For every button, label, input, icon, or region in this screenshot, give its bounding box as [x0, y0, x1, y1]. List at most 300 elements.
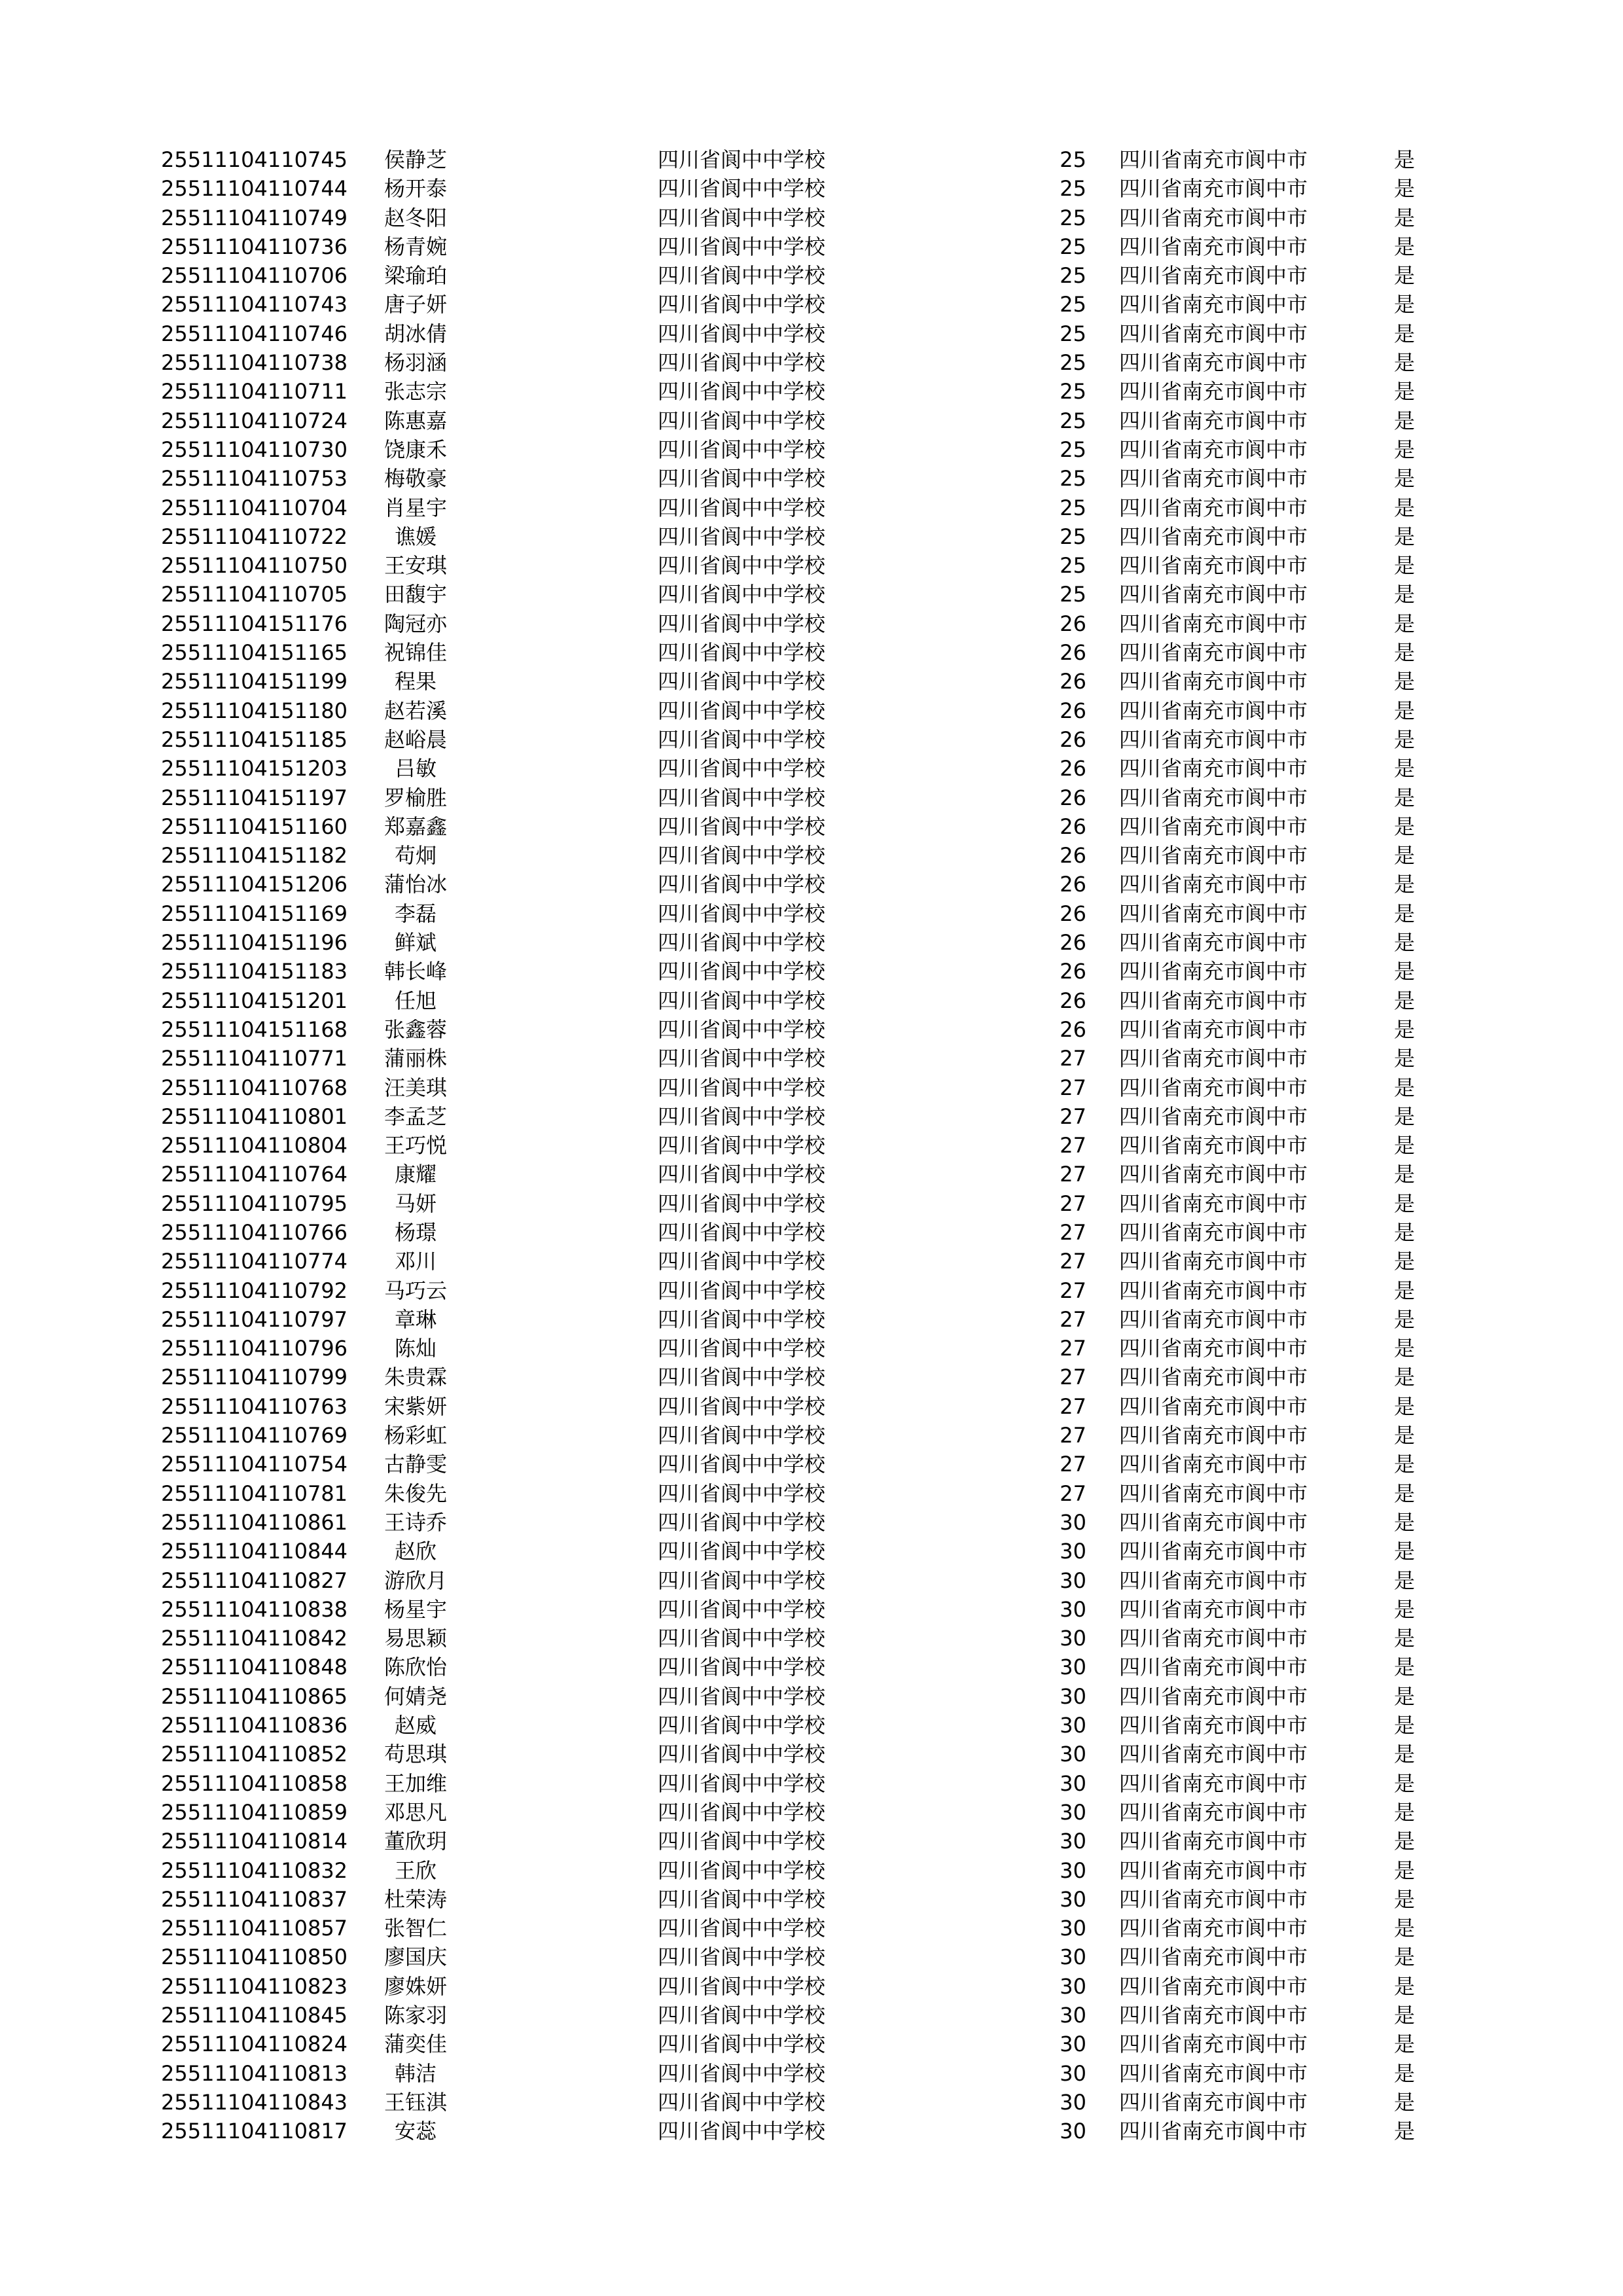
- school-cell: 四川省阆中中学校: [658, 901, 826, 926]
- number-cell: 25: [1060, 408, 1086, 433]
- student-name-cell: 杨璟: [394, 1219, 437, 1245]
- table-row: [0, 2117, 1623, 2145]
- record-id-cell: 25511104110745: [161, 147, 348, 172]
- number-cell: 27: [1060, 1133, 1086, 1158]
- school-cell: 四川省阆中中学校: [658, 1973, 826, 1999]
- region-cell: 四川省南充市阆中市: [1119, 1596, 1308, 1622]
- flag-cell: 是: [1394, 1655, 1416, 1680]
- number-cell: 25: [1060, 524, 1086, 549]
- region-cell: 四川省南充市阆中市: [1119, 1423, 1308, 1448]
- school-cell: 四川省阆中中学校: [658, 1509, 826, 1535]
- school-cell: 四川省阆中中学校: [658, 2032, 826, 2057]
- record-id-cell: 25511104151176: [161, 611, 348, 636]
- number-cell: 30: [1060, 1568, 1086, 1593]
- student-name-cell: 李孟芝: [383, 1103, 447, 1129]
- student-name-cell: 马妍: [394, 1191, 437, 1216]
- flag-cell: 是: [1394, 1829, 1416, 1854]
- student-name-cell: 王巧悦: [383, 1133, 447, 1158]
- flag-cell: 是: [1394, 1046, 1416, 1071]
- region-cell: 四川省南充市阆中市: [1119, 1191, 1308, 1216]
- record-id-cell: 25511104110824: [161, 2032, 348, 2057]
- student-name-cell: 杨彩虹: [383, 1423, 447, 1448]
- table-row: [0, 1276, 1623, 1305]
- region-cell: 四川省南充市阆中市: [1119, 1626, 1308, 1651]
- flag-cell: 是: [1394, 2119, 1416, 2144]
- school-cell: 四川省阆中中学校: [658, 553, 826, 579]
- flag-cell: 是: [1394, 2003, 1416, 2028]
- number-cell: 30: [1060, 1683, 1086, 1709]
- number-cell: 26: [1060, 901, 1086, 926]
- school-cell: 四川省阆中中学校: [658, 205, 826, 230]
- number-cell: 25: [1060, 495, 1086, 520]
- student-name-cell: 马巧云: [383, 1278, 447, 1303]
- student-name-cell: 饶康禾: [383, 437, 447, 462]
- record-id-cell: 25511104151169: [161, 901, 348, 926]
- number-cell: 30: [1060, 1829, 1086, 1854]
- student-name-cell: 陈灿: [394, 1336, 437, 1361]
- record-id-cell: 25511104110823: [161, 1973, 348, 1999]
- flag-cell: 是: [1394, 2032, 1416, 2057]
- record-id-cell: 25511104110861: [161, 1509, 348, 1535]
- number-cell: 30: [1060, 1916, 1086, 1941]
- region-cell: 四川省南充市阆中市: [1119, 1799, 1308, 1825]
- table-row: [0, 638, 1623, 667]
- record-id-cell: 25511104110843: [161, 2089, 348, 2115]
- table-row: [0, 1160, 1623, 1189]
- region-cell: 四川省南充市阆中市: [1119, 1075, 1308, 1100]
- region-cell: 四川省南充市阆中市: [1119, 495, 1308, 520]
- student-name-cell: 王诗乔: [383, 1509, 447, 1535]
- record-id-cell: 25511104110730: [161, 437, 348, 462]
- region-cell: 四川省南充市阆中市: [1119, 1249, 1308, 1274]
- number-cell: 30: [1060, 1886, 1086, 1912]
- school-cell: 四川省阆中中学校: [658, 726, 826, 752]
- region-cell: 四川省南充市阆中市: [1119, 350, 1308, 376]
- number-cell: 25: [1060, 292, 1086, 317]
- school-cell: 四川省阆中中学校: [658, 1278, 826, 1303]
- flag-cell: 是: [1394, 611, 1416, 636]
- region-cell: 四川省南充市阆中市: [1119, 1539, 1308, 1564]
- table-row: [0, 2001, 1623, 2030]
- school-cell: 四川省阆中中学校: [658, 234, 826, 259]
- student-name-cell: 赵欣: [394, 1539, 437, 1564]
- record-id-cell: 25511104110827: [161, 1568, 348, 1593]
- table-row: [0, 783, 1623, 812]
- student-name-cell: 董欣玥: [383, 1829, 447, 1854]
- table-row: [0, 1363, 1623, 1391]
- record-id-cell: 25511104151203: [161, 756, 348, 781]
- number-cell: 27: [1060, 1480, 1086, 1506]
- student-name-cell: 杨星宇: [383, 1596, 447, 1622]
- region-cell: 四川省南充市阆中市: [1119, 437, 1308, 462]
- school-cell: 四川省阆中中学校: [658, 1452, 826, 1477]
- table-row: [0, 493, 1623, 522]
- region-cell: 四川省南充市阆中市: [1119, 726, 1308, 752]
- number-cell: 26: [1060, 930, 1086, 956]
- school-cell: 四川省阆中中学校: [658, 582, 826, 607]
- table-row: [0, 1247, 1623, 1276]
- region-cell: 四川省南充市阆中市: [1119, 321, 1308, 346]
- flag-cell: 是: [1394, 814, 1416, 839]
- flag-cell: 是: [1394, 901, 1416, 926]
- region-cell: 四川省南充市阆中市: [1119, 292, 1308, 317]
- number-cell: 25: [1060, 147, 1086, 172]
- flag-cell: 是: [1394, 756, 1416, 781]
- school-cell: 四川省阆中中学校: [658, 466, 826, 492]
- record-id-cell: 25511104151165: [161, 640, 348, 666]
- school-cell: 四川省阆中中学校: [658, 437, 826, 462]
- student-name-cell: 张鑫蓉: [383, 1016, 447, 1042]
- student-name-cell: 张志宗: [383, 379, 447, 404]
- student-name-cell: 梅敬豪: [383, 466, 447, 492]
- student-name-cell: 蒲怡冰: [383, 872, 447, 897]
- region-cell: 四川省南充市阆中市: [1119, 669, 1308, 694]
- student-name-cell: 苟炯: [394, 843, 437, 869]
- region-cell: 四川省南充市阆中市: [1119, 1713, 1308, 1738]
- flag-cell: 是: [1394, 1423, 1416, 1448]
- school-cell: 四川省阆中中学校: [658, 1423, 826, 1448]
- table-row: [0, 348, 1623, 377]
- student-name-cell: 邓川: [394, 1249, 437, 1274]
- student-name-cell: 陈欣怡: [383, 1655, 447, 1680]
- region-cell: 四川省南充市阆中市: [1119, 1046, 1308, 1071]
- record-id-cell: 25511104110706: [161, 263, 348, 289]
- table-row: [0, 1537, 1623, 1566]
- flag-cell: 是: [1394, 1568, 1416, 1593]
- number-cell: 25: [1060, 234, 1086, 259]
- region-cell: 四川省南充市阆中市: [1119, 2089, 1308, 2115]
- student-name-cell: 任旭: [394, 988, 437, 1013]
- student-name-cell: 杜荣涛: [383, 1886, 447, 1912]
- school-cell: 四川省阆中中学校: [658, 1133, 826, 1158]
- table-row: [0, 1131, 1623, 1160]
- region-cell: 四川省南充市阆中市: [1119, 611, 1308, 636]
- region-cell: 四川省南充市阆中市: [1119, 1509, 1308, 1535]
- record-id-cell: 25511104110799: [161, 1365, 348, 1390]
- number-cell: 30: [1060, 1857, 1086, 1883]
- number-cell: 30: [1060, 1973, 1086, 1999]
- number-cell: 30: [1060, 1799, 1086, 1825]
- school-cell: 四川省阆中中学校: [658, 1162, 826, 1187]
- flag-cell: 是: [1394, 640, 1416, 666]
- table-row: [0, 290, 1623, 319]
- record-id-cell: 25511104110750: [161, 553, 348, 579]
- region-cell: 四川省南充市阆中市: [1119, 1829, 1308, 1854]
- region-cell: 四川省南充市阆中市: [1119, 1219, 1308, 1245]
- table-row: [0, 1769, 1623, 1798]
- record-id-cell: 25511104110797: [161, 1306, 348, 1332]
- region-cell: 四川省南充市阆中市: [1119, 1916, 1308, 1941]
- school-cell: 四川省阆中中学校: [658, 669, 826, 694]
- school-cell: 四川省阆中中学校: [658, 1249, 826, 1274]
- number-cell: 27: [1060, 1103, 1086, 1129]
- record-id-cell: 25511104110766: [161, 1219, 348, 1245]
- student-name-cell: 吕敏: [394, 756, 437, 781]
- student-name-cell: 梁瑜珀: [383, 263, 447, 289]
- record-id-cell: 25511104110749: [161, 205, 348, 230]
- student-name-cell: 罗榆胜: [383, 785, 447, 810]
- flag-cell: 是: [1394, 321, 1416, 346]
- student-name-cell: 唐子妍: [383, 292, 447, 317]
- school-cell: 四川省阆中中学校: [658, 959, 826, 984]
- number-cell: 25: [1060, 466, 1086, 492]
- student-name-cell: 游欣月: [383, 1568, 447, 1593]
- school-cell: 四川省阆中中学校: [658, 1568, 826, 1593]
- student-name-cell: 肖星宇: [383, 495, 447, 520]
- table-row: [0, 1450, 1623, 1479]
- flag-cell: 是: [1394, 437, 1416, 462]
- region-cell: 四川省南充市阆中市: [1119, 1857, 1308, 1883]
- table-row: [0, 1885, 1623, 1914]
- region-cell: 四川省南充市阆中市: [1119, 2119, 1308, 2144]
- student-name-cell: 安蕊: [394, 2119, 437, 2144]
- student-name-cell: 朱贵霖: [383, 1365, 447, 1390]
- region-cell: 四川省南充市阆中市: [1119, 1365, 1308, 1390]
- record-id-cell: 25511104110836: [161, 1713, 348, 1738]
- flag-cell: 是: [1394, 205, 1416, 230]
- school-cell: 四川省阆中中学校: [658, 1945, 826, 1970]
- region-cell: 四川省南充市阆中市: [1119, 1306, 1308, 1332]
- table-row: [0, 1508, 1623, 1537]
- school-cell: 四川省阆中中学校: [658, 1539, 826, 1564]
- number-cell: 26: [1060, 959, 1086, 984]
- school-cell: 四川省阆中中学校: [658, 930, 826, 956]
- table-row: [0, 2059, 1623, 2088]
- region-cell: 四川省南充市阆中市: [1119, 1886, 1308, 1912]
- record-id-cell: 25511104110859: [161, 1799, 348, 1825]
- table-row: [0, 725, 1623, 754]
- table-row: [0, 2088, 1623, 2117]
- region-cell: 四川省南充市阆中市: [1119, 263, 1308, 289]
- record-id-cell: 25511104151201: [161, 988, 348, 1013]
- number-cell: 26: [1060, 669, 1086, 694]
- number-cell: 30: [1060, 1713, 1086, 1738]
- flag-cell: 是: [1394, 1857, 1416, 1883]
- number-cell: 26: [1060, 611, 1086, 636]
- number-cell: 30: [1060, 2032, 1086, 2057]
- flag-cell: 是: [1394, 2060, 1416, 2086]
- table-row: [0, 406, 1623, 435]
- record-id-cell: 25511104110705: [161, 582, 348, 607]
- table-row: [0, 1392, 1623, 1421]
- school-cell: 四川省阆中中学校: [658, 988, 826, 1013]
- school-cell: 四川省阆中中学校: [658, 1626, 826, 1651]
- school-cell: 四川省阆中中学校: [658, 1713, 826, 1738]
- flag-cell: 是: [1394, 292, 1416, 317]
- number-cell: 26: [1060, 698, 1086, 723]
- region-cell: 四川省南充市阆中市: [1119, 379, 1308, 404]
- table-row: [0, 1595, 1623, 1624]
- table-row: [0, 870, 1623, 899]
- table-row: [0, 1972, 1623, 2001]
- student-name-cell: 宋紫妍: [383, 1393, 447, 1419]
- region-cell: 四川省南充市阆中市: [1119, 640, 1308, 666]
- flag-cell: 是: [1394, 872, 1416, 897]
- school-cell: 四川省阆中中学校: [658, 1191, 826, 1216]
- table-row: [0, 1624, 1623, 1653]
- flag-cell: 是: [1394, 1249, 1416, 1274]
- school-cell: 四川省阆中中学校: [658, 408, 826, 433]
- table-row: [0, 812, 1623, 841]
- region-cell: 四川省南充市阆中市: [1119, 872, 1308, 897]
- school-cell: 四川省阆中中学校: [658, 1306, 826, 1332]
- region-cell: 四川省南充市阆中市: [1119, 1016, 1308, 1042]
- number-cell: 27: [1060, 1393, 1086, 1419]
- table-row: [0, 464, 1623, 493]
- record-id-cell: 25511104110852: [161, 1742, 348, 1767]
- flag-cell: 是: [1394, 1162, 1416, 1187]
- school-cell: 四川省阆中中学校: [658, 698, 826, 723]
- school-cell: 四川省阆中中学校: [658, 1683, 826, 1709]
- student-name-cell: 易思颖: [383, 1626, 447, 1651]
- student-name-cell: 祝锦佳: [383, 640, 447, 666]
- flag-cell: 是: [1394, 176, 1416, 202]
- student-name-cell: 赵冬阳: [383, 205, 447, 230]
- student-name-cell: 杨羽涵: [383, 350, 447, 376]
- school-cell: 四川省阆中中学校: [658, 1016, 826, 1042]
- region-cell: 四川省南充市阆中市: [1119, 1742, 1308, 1767]
- flag-cell: 是: [1394, 698, 1416, 723]
- school-cell: 四川省阆中中学校: [658, 2089, 826, 2115]
- student-name-cell: 田馥宇: [383, 582, 447, 607]
- flag-cell: 是: [1394, 1713, 1416, 1738]
- school-cell: 四川省阆中中学校: [658, 1393, 826, 1419]
- school-cell: 四川省阆中中学校: [658, 814, 826, 839]
- table-row: [0, 1479, 1623, 1508]
- table-row: [0, 1334, 1623, 1363]
- record-id-cell: 25511104110844: [161, 1539, 348, 1564]
- student-name-cell: 苟思琪: [383, 1742, 447, 1767]
- school-cell: 四川省阆中中学校: [658, 2119, 826, 2144]
- record-id-cell: 25511104110736: [161, 234, 348, 259]
- record-id-cell: 25511104110781: [161, 1480, 348, 1506]
- number-cell: 27: [1060, 1046, 1086, 1071]
- number-cell: 25: [1060, 350, 1086, 376]
- number-cell: 27: [1060, 1423, 1086, 1448]
- number-cell: 30: [1060, 2119, 1086, 2144]
- region-cell: 四川省南充市阆中市: [1119, 1973, 1308, 1999]
- table-row: [0, 1102, 1623, 1131]
- school-cell: 四川省阆中中学校: [658, 756, 826, 781]
- number-cell: 25: [1060, 582, 1086, 607]
- table-row: [0, 667, 1623, 696]
- table-row: [0, 1015, 1623, 1044]
- number-cell: 26: [1060, 1016, 1086, 1042]
- record-id-cell: 25511104110845: [161, 2003, 348, 2028]
- flag-cell: 是: [1394, 1278, 1416, 1303]
- flag-cell: 是: [1394, 1365, 1416, 1390]
- table-row: [0, 1305, 1623, 1334]
- flag-cell: 是: [1394, 495, 1416, 520]
- number-cell: 27: [1060, 1306, 1086, 1332]
- student-name-cell: 王欣: [394, 1857, 437, 1883]
- school-cell: 四川省阆中中学校: [658, 1916, 826, 1941]
- table-row: [0, 696, 1623, 725]
- number-cell: 26: [1060, 988, 1086, 1013]
- number-cell: 30: [1060, 2089, 1086, 2115]
- region-cell: 四川省南充市阆中市: [1119, 553, 1308, 579]
- school-cell: 四川省阆中中学校: [658, 1596, 826, 1622]
- flag-cell: 是: [1394, 843, 1416, 869]
- record-id-cell: 25511104151183: [161, 959, 348, 984]
- student-name-cell: 汪美琪: [383, 1075, 447, 1100]
- flag-cell: 是: [1394, 1916, 1416, 1941]
- record-id-cell: 25511104110842: [161, 1626, 348, 1651]
- table-row: [0, 1218, 1623, 1247]
- region-cell: 四川省南充市阆中市: [1119, 2032, 1308, 2057]
- record-id-cell: 25511104110722: [161, 524, 348, 549]
- student-name-cell: 何婧尧: [383, 1683, 447, 1709]
- school-cell: 四川省阆中中学校: [658, 640, 826, 666]
- flag-cell: 是: [1394, 350, 1416, 376]
- flag-cell: 是: [1394, 959, 1416, 984]
- number-cell: 27: [1060, 1365, 1086, 1390]
- student-name-cell: 侯静芝: [383, 147, 447, 172]
- number-cell: 30: [1060, 1655, 1086, 1680]
- student-name-cell: 廖国庆: [383, 1945, 447, 1970]
- record-id-cell: 25511104110738: [161, 350, 348, 376]
- student-name-cell: 陶冠亦: [383, 611, 447, 636]
- record-id-cell: 25511104151185: [161, 726, 348, 752]
- school-cell: 四川省阆中中学校: [658, 1742, 826, 1767]
- number-cell: 27: [1060, 1219, 1086, 1245]
- flag-cell: 是: [1394, 1016, 1416, 1042]
- table-row: [0, 551, 1623, 580]
- flag-cell: 是: [1394, 1945, 1416, 1970]
- student-name-cell: 程果: [394, 669, 437, 694]
- record-id-cell: 25511104110753: [161, 466, 348, 492]
- record-id-cell: 25511104110858: [161, 1770, 348, 1796]
- record-id-cell: 25511104110801: [161, 1103, 348, 1129]
- school-cell: 四川省阆中中学校: [658, 524, 826, 549]
- table-row: [0, 1856, 1623, 1885]
- flag-cell: 是: [1394, 669, 1416, 694]
- region-cell: 四川省南充市阆中市: [1119, 234, 1308, 259]
- table-row: [0, 319, 1623, 348]
- record-id-cell: 25511104110865: [161, 1683, 348, 1709]
- number-cell: 25: [1060, 437, 1086, 462]
- student-name-cell: 王钰淇: [383, 2089, 447, 2115]
- school-cell: 四川省阆中中学校: [658, 1365, 826, 1390]
- school-cell: 四川省阆中中学校: [658, 1480, 826, 1506]
- student-name-cell: 胡冰倩: [383, 321, 447, 346]
- number-cell: 30: [1060, 1626, 1086, 1651]
- student-name-cell: 邓思凡: [383, 1799, 447, 1825]
- student-name-cell: 郑嘉鑫: [383, 814, 447, 839]
- region-cell: 四川省南充市阆中市: [1119, 466, 1308, 492]
- flag-cell: 是: [1394, 1480, 1416, 1506]
- student-name-cell: 杨青婉: [383, 234, 447, 259]
- record-id-cell: 25511104110763: [161, 1393, 348, 1419]
- table-row: [0, 1421, 1623, 1450]
- number-cell: 25: [1060, 263, 1086, 289]
- region-cell: 四川省南充市阆中市: [1119, 959, 1308, 984]
- region-cell: 四川省南充市阆中市: [1119, 1683, 1308, 1709]
- flag-cell: 是: [1394, 263, 1416, 289]
- number-cell: 30: [1060, 2003, 1086, 2028]
- record-id-cell: 25511104151168: [161, 1016, 348, 1042]
- number-cell: 27: [1060, 1162, 1086, 1187]
- region-cell: 四川省南充市阆中市: [1119, 988, 1308, 1013]
- record-id-cell: 25511104110746: [161, 321, 348, 346]
- school-cell: 四川省阆中中学校: [658, 785, 826, 810]
- student-name-cell: 鲜斌: [394, 930, 437, 956]
- record-id-cell: 25511104110813: [161, 2060, 348, 2086]
- region-cell: 四川省南充市阆中市: [1119, 2003, 1308, 2028]
- record-id-cell: 25511104110768: [161, 1075, 348, 1100]
- region-cell: 四川省南充市阆中市: [1119, 205, 1308, 230]
- flag-cell: 是: [1394, 1306, 1416, 1332]
